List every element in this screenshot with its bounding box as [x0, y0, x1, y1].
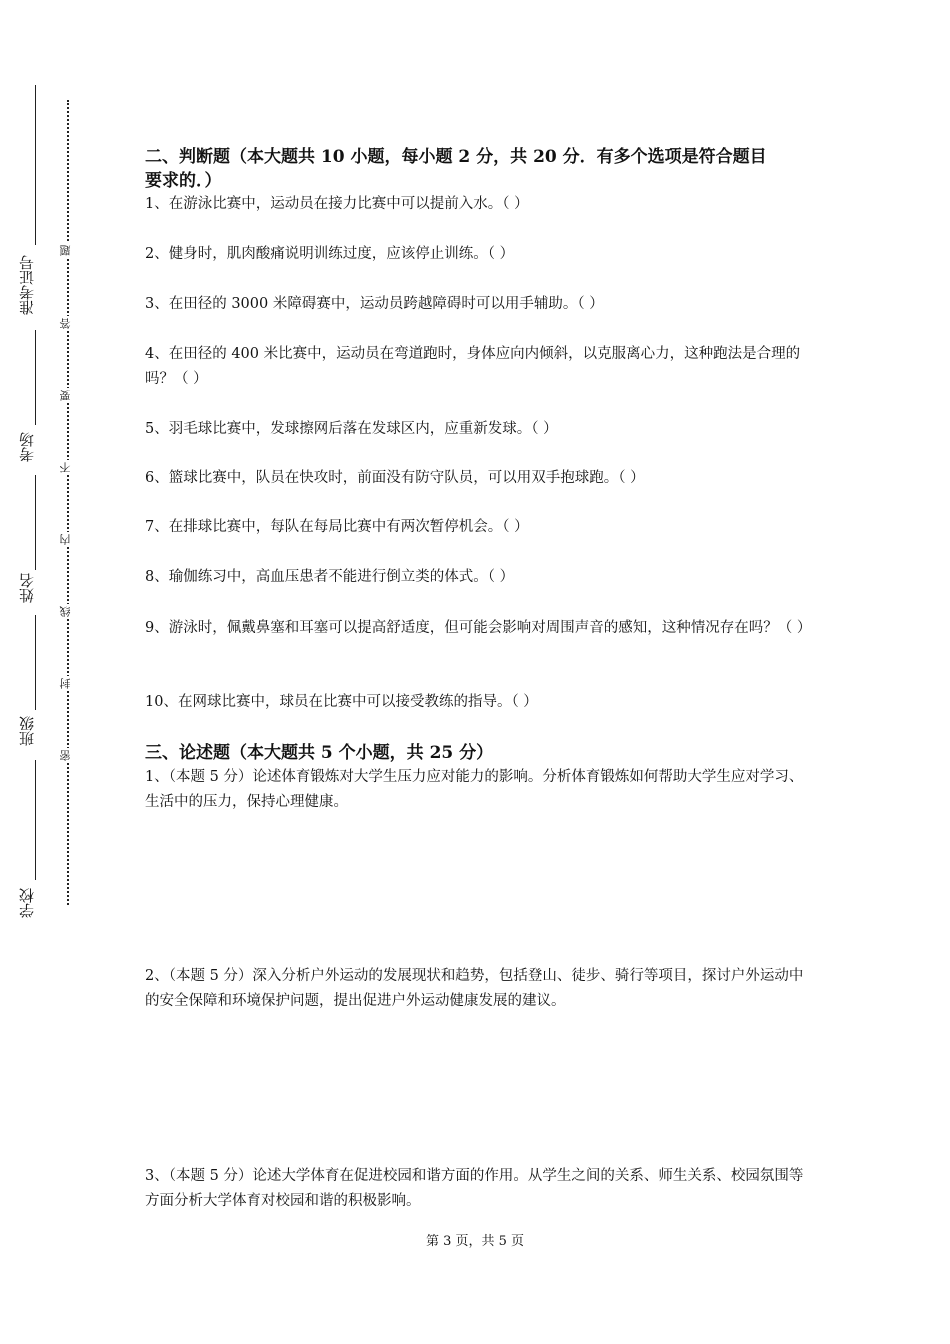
seal-char: 不 — [59, 462, 72, 473]
tf-question-8: 8、瑜伽练习中，高血压患者不能进行倒立类的体式。（ ） — [145, 569, 515, 585]
school-label: 学校 — [18, 888, 36, 918]
section2-title — [145, 145, 810, 193]
name-label: 姓名 — [18, 573, 36, 603]
exam-id-line — [35, 85, 36, 245]
section2-title-line2: 要求的．） — [145, 171, 222, 191]
essay-question-1: 1、（本题 5 分）论述体育锻炼对大学生压力应对能力的影响。分析体育锻炼如何帮助大学生应对学习、生活中的压力，保持心理健康。 — [145, 769, 804, 810]
tf-question-6: 6、篮球比赛中，队员在快攻时，前面没有防守队员，可以用双手抱球跑。（ ） — [145, 470, 645, 486]
essay-question-3: 3、（本题 5 分）论述大学体育在促进校园和谐方面的作用。从学生之间的关系、师生关系、校园氛围等方面分析大学体育对校园和谐的积极影响。 — [145, 1168, 804, 1209]
class-label: 班级 — [18, 716, 36, 746]
seal-char: 要 — [59, 390, 72, 401]
section2-title-line1: 二、判断题（本大题共 10 小题，每小题 2 分，共 20 分．有多个选项是符合题目 — [145, 147, 767, 167]
tf-question-10: 10、在网球比赛中，球员在比赛中可以接受教练的指导。（ ） — [145, 694, 538, 710]
tf-question-2: 2、健身时，肌肉酸痛说明训练过度，应该停止训练。（ ） — [145, 246, 515, 262]
exam-room-line — [35, 330, 36, 425]
seal-char: 封 — [59, 678, 72, 689]
seal-char: 内 — [59, 534, 72, 545]
seal-char: 线 — [59, 606, 72, 617]
exam-room-label: 考场 — [18, 432, 36, 462]
tf-question-7: 7、在排球比赛中，每队在每局比赛中有两次暂停机会。（ ） — [145, 519, 529, 535]
tf-question-4: 4、在田径的 400 米比赛中，运动员在弯道跑时，身体应向内倾斜，以克服离心力，这种跑法是合理的吗？（ ） — [145, 346, 801, 387]
seal-char: 答 — [59, 318, 72, 329]
page-number-footer: 第 3 页，共 5 页 — [425, 1234, 525, 1249]
tf-question-5: 5、羽毛球比赛中，发球擦网后落在发球区内，应重新发球。（ ） — [145, 421, 558, 437]
class-line — [35, 615, 36, 710]
seal-char: 密 — [59, 750, 72, 761]
essay-question-2: 2、（本题 5 分）深入分析户外运动的发展现状和趋势，包括登山、徒步、骑行等项目，探讨户外运动中的安全保障和环境保护问题，提出促进户外运动健康发展的建议。 — [145, 968, 804, 1009]
tf-question-3: 3、在田径的 3000 米障碍赛中，运动员跨越障碍时可以用手辅助。（ ） — [145, 296, 604, 312]
seal-char: 题 — [59, 245, 72, 256]
tf-question-1: 1、在游泳比赛中，运动员在接力比赛中可以提前入水。（ ） — [145, 196, 529, 212]
seal-dotted-line — [67, 100, 69, 905]
exam-id-label: 准考证号 — [18, 255, 36, 315]
section3-title: 三、论述题（本大题共 5 个小题，共 25 分） — [145, 743, 494, 763]
tf-question-9: 9、游泳时，佩戴鼻塞和耳塞可以提高舒适度，但可能会影响对周围声音的感知，这种情况存在吗？（ ） — [145, 620, 812, 636]
name-line — [35, 475, 36, 570]
school-line — [35, 760, 36, 880]
